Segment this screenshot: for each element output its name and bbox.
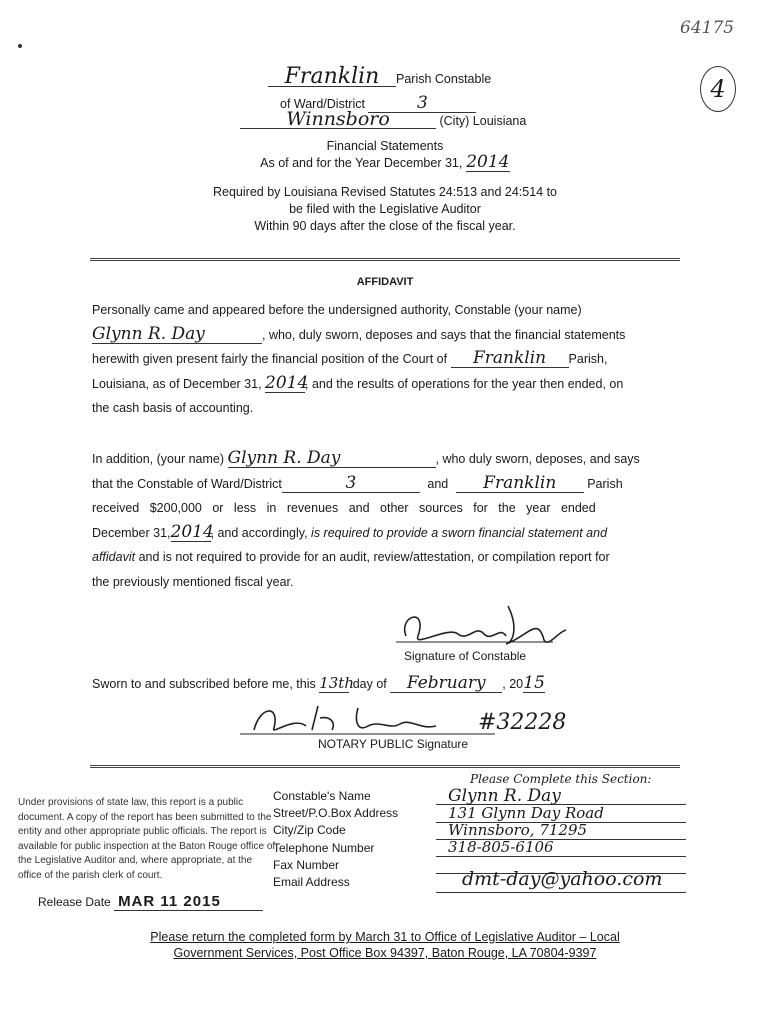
sworn-text-b: day of	[352, 677, 387, 691]
circled-number	[700, 66, 736, 112]
p2-name: Glynn R. Day	[228, 449, 436, 468]
top-divider	[90, 258, 680, 261]
p2-text-f: received $200,000 or less in revenues and other sources for the year ended	[92, 501, 596, 515]
p2-text-h: , and accordingly,	[210, 525, 308, 540]
p2-text-j: affidavit	[92, 550, 136, 564]
circled-number-text: 4	[710, 75, 726, 103]
p1-name: Glynn R. Day	[92, 325, 262, 344]
contact-city-value: Winnsboro, 71295	[448, 821, 588, 839]
p2-parish: Franklin	[456, 474, 584, 493]
header-city-line	[240, 110, 540, 129]
p2-line-5	[92, 545, 680, 570]
constable-signature	[388, 596, 578, 654]
notary-label: NOTARY PUBLIC Signature	[318, 737, 469, 751]
footer-line-2: Government Services, Post Office Box 94397, Baton Rouge, LA 70804-9397	[173, 946, 597, 960]
p2-text-g: December 31,	[92, 525, 171, 540]
p2-text-e: Parish	[587, 476, 623, 491]
p2-text-c: that the Constable of Ward/District	[92, 476, 282, 491]
p1-text-e: Louisiana, as of December 31,	[92, 376, 262, 391]
sworn-line	[92, 674, 652, 693]
footer-line-1: Please return the completed form by March 31 to Office of Legislative Auditor – Local	[150, 930, 620, 944]
p1-year: 2014	[265, 372, 309, 393]
contact-email-value: dmt-day@yahoo.com	[462, 868, 663, 890]
contact-street-value: 131 Glynn Day Road	[448, 804, 604, 822]
required-line-3: Within 90 days after the close of the fiscal year.	[254, 219, 516, 233]
release-date-label: Release Date	[38, 895, 111, 909]
label-constable-name: Constable's Name	[273, 789, 371, 803]
p2-text-a: In addition, (your name)	[92, 452, 225, 466]
label-street: Street/P.O.Box Address	[273, 806, 399, 821]
p1-text-b: , who, duly sworn, deposes and says that the financial statements	[262, 327, 626, 342]
p1-line-4	[92, 372, 680, 397]
sworn-day: 13th	[319, 674, 354, 692]
notary-signature	[240, 696, 500, 738]
public-record-disclaimer: Under provisions of state law, this report is a public document. A copy of the report has been submitted to the entity and other appropriate public officials. The report is available for public inspection at the Baton Rouge office of the Legislative Auditor and, where appropriate, at the office of the parish clerk of court.	[18, 797, 276, 881]
p2-text-i: is required to provide a sworn financial statement and	[311, 525, 608, 540]
year-handwritten: 2014	[466, 152, 510, 172]
p1-text-g: the cash basis of accounting.	[92, 401, 254, 415]
p1-text-a: Personally came and appeared before the undersigned authority, Constable (your name)	[92, 303, 582, 317]
p2-line-2	[92, 472, 680, 497]
p1-text-c: herewith given present fairly the financial position of the Court of	[92, 352, 448, 366]
p2-text-b: , who duly sworn, deposes, and says	[435, 452, 640, 466]
affidavit-title: AFFIDAVIT	[356, 276, 414, 288]
p2-text-l: the previously mentioned fiscal year.	[92, 574, 294, 589]
parish-constable-label: Parish Constable	[396, 72, 492, 86]
p1-text-f: , and the results of operations for the year then ended, on	[305, 376, 624, 391]
as-of-line	[0, 153, 770, 172]
affidavit-paragraph-2	[92, 447, 680, 594]
p2-ward: 3	[282, 474, 420, 493]
p1-line-3	[92, 347, 680, 372]
p1-text-d: Parish,	[568, 352, 608, 366]
city-handwritten: Winnsboro	[240, 110, 436, 129]
signature-constable-label: Signature of Constable	[404, 649, 527, 663]
label-telephone: Telephone Number	[273, 840, 375, 855]
notary-number: #32228	[478, 710, 567, 735]
as-of-label: As of and for the Year December 31,	[260, 156, 463, 170]
p2-line-4	[92, 521, 680, 546]
ward-handwritten: 3	[368, 94, 476, 113]
p2-line-3	[92, 496, 680, 521]
release-date-stamp: MAR 11 2015	[114, 893, 263, 911]
release-date-row	[38, 893, 263, 911]
p1-parish: Franklin	[451, 349, 569, 368]
sworn-text-c: , 20	[502, 677, 524, 691]
label-city-zip: City/Zip Code	[273, 823, 346, 838]
label-fax: Fax Number	[273, 857, 340, 872]
sworn-year: 15	[523, 673, 545, 693]
speck-mark	[18, 44, 22, 48]
required-line-1: Required by Louisiana Revised Statutes 24:513 and 24:514 to	[213, 185, 557, 199]
p1-line-1	[92, 298, 680, 323]
p2-line-6	[92, 570, 680, 595]
p1-line-5	[92, 396, 680, 421]
ward-label: of Ward/District	[280, 97, 365, 111]
label-email: Email Address	[273, 875, 350, 890]
required-line-2: be filed with the Legislative Auditor	[289, 202, 481, 216]
p2-text-k: and is not required to provide for an audit, review/attestation, or compilation report for	[138, 550, 610, 564]
p2-year: 2014	[170, 521, 214, 542]
p1-line-2	[92, 323, 680, 348]
sworn-month: February	[390, 674, 502, 693]
affidavit-paragraph-1	[92, 298, 680, 421]
p2-text-d: and	[427, 476, 449, 491]
fs-title: Financial Statements	[326, 139, 444, 153]
contact-name-value: Glynn R. Day	[448, 786, 561, 806]
header-parish-line	[268, 64, 538, 89]
bottom-divider	[90, 765, 680, 768]
corner-code: 64175	[680, 18, 735, 38]
p2-line-1	[92, 447, 680, 472]
please-complete-label: Please Complete this Section:	[470, 772, 652, 786]
parish-handwritten: Franklin	[268, 68, 396, 87]
sworn-text-a: Sworn to and subscribed before me, this	[92, 677, 316, 691]
city-label: (City) Louisiana	[439, 114, 527, 128]
contact-phone-value: 318-805-6106	[448, 838, 554, 856]
contact-labels	[273, 788, 398, 891]
